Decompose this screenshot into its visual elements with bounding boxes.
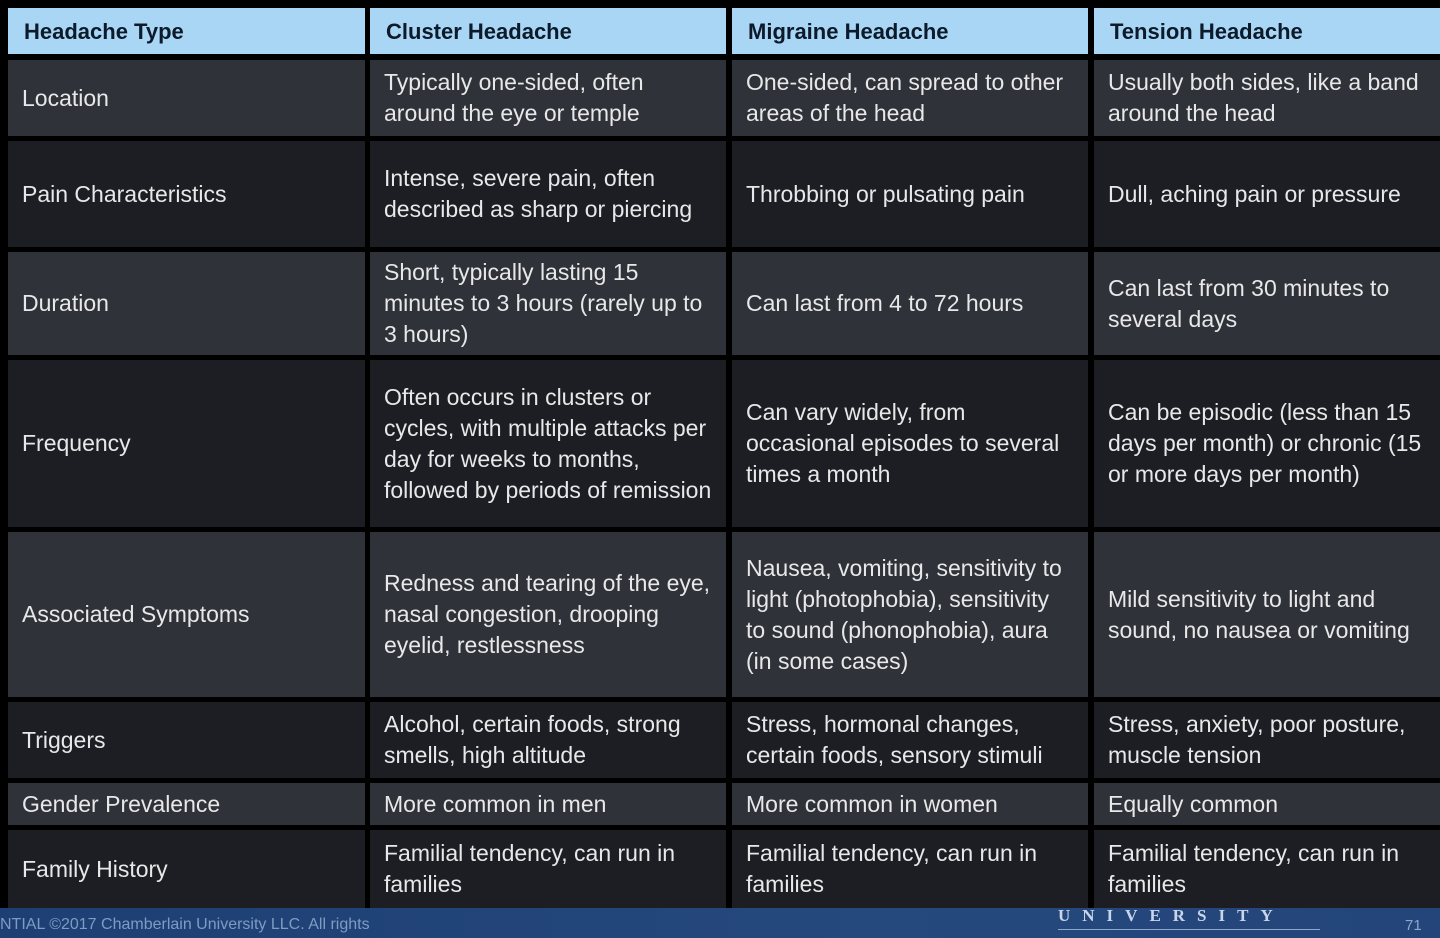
header-migraine [732, 8, 1088, 54]
row-label: Family History [8, 830, 365, 908]
migraine-cell: Nausea, vomiting, sensitivity to light (photophobia), sensitivity to sound (phonophobia), aura (in some cases) [732, 532, 1088, 697]
university-logo: UNIVERSITY [1058, 908, 1285, 925]
tension-cell: Can be episodic (less than 15 days per month) or chronic (15 or more days per month) [1094, 360, 1440, 527]
header-label: Tension Headache [1110, 18, 1303, 44]
header-label: Headache Type [24, 18, 184, 44]
row-label: Location [8, 60, 365, 136]
cluster-cell: Often occurs in clusters or cycles, with multiple attacks per day for weeks to months, followed by periods of remission [370, 360, 726, 527]
tension-cell: Dull, aching pain or pressure [1094, 141, 1440, 247]
migraine-cell: Can vary widely, from occasional episodes to several times a month [732, 360, 1088, 527]
tension-cell: Familial tendency, can run in families [1094, 830, 1440, 908]
logo-divider [1058, 929, 1320, 930]
cluster-cell: Familial tendency, can run in families [370, 830, 726, 908]
tension-cell: Mild sensitivity to light and sound, no nausea or vomiting [1094, 532, 1440, 697]
cluster-cell: Alcohol, certain foods, strong smells, high altitude [370, 702, 726, 778]
row-label: Triggers [8, 702, 365, 778]
migraine-cell: More common in women [732, 783, 1088, 825]
cluster-cell: Short, typically lasting 15 minutes to 3 hours (rarely up to 3 hours) [370, 252, 726, 355]
copyright-text: NTIAL ©2017 Chamberlain University LLC. All rights [0, 916, 370, 933]
cluster-cell: More common in men [370, 783, 726, 825]
tension-cell: Equally common [1094, 783, 1440, 825]
slide-footer [0, 908, 1440, 938]
header-label: Migraine Headache [748, 18, 949, 44]
header-tension [1094, 8, 1440, 54]
migraine-cell: Stress, hormonal changes, certain foods, sensory stimuli [732, 702, 1088, 778]
row-label: Associated Symptoms [8, 532, 365, 697]
row-label: Pain Characteristics [8, 141, 365, 247]
migraine-cell: One-sided, can spread to other areas of the head [732, 60, 1088, 136]
cluster-cell: Intense, severe pain, often described as sharp or piercing [370, 141, 726, 247]
tension-cell: Stress, anxiety, poor posture, muscle tension [1094, 702, 1440, 778]
page-number: 71 [1405, 917, 1422, 934]
migraine-cell: Throbbing or pulsating pain [732, 141, 1088, 247]
tension-cell: Usually both sides, like a band around the head [1094, 60, 1440, 136]
header-cluster [370, 8, 726, 54]
tension-cell: Can last from 30 minutes to several days [1094, 252, 1440, 355]
header-label: Cluster Headache [386, 18, 572, 44]
migraine-cell: Can last from 4 to 72 hours [732, 252, 1088, 355]
row-label: Gender Prevalence [8, 783, 365, 825]
cluster-cell: Redness and tearing of the eye, nasal congestion, drooping eyelid, restlessness [370, 532, 726, 697]
migraine-cell: Familial tendency, can run in families [732, 830, 1088, 908]
cluster-cell: Typically one-sided, often around the eye or temple [370, 60, 726, 136]
header-headache-type [8, 8, 365, 54]
row-label: Duration [8, 252, 365, 355]
row-label: Frequency [8, 360, 365, 527]
